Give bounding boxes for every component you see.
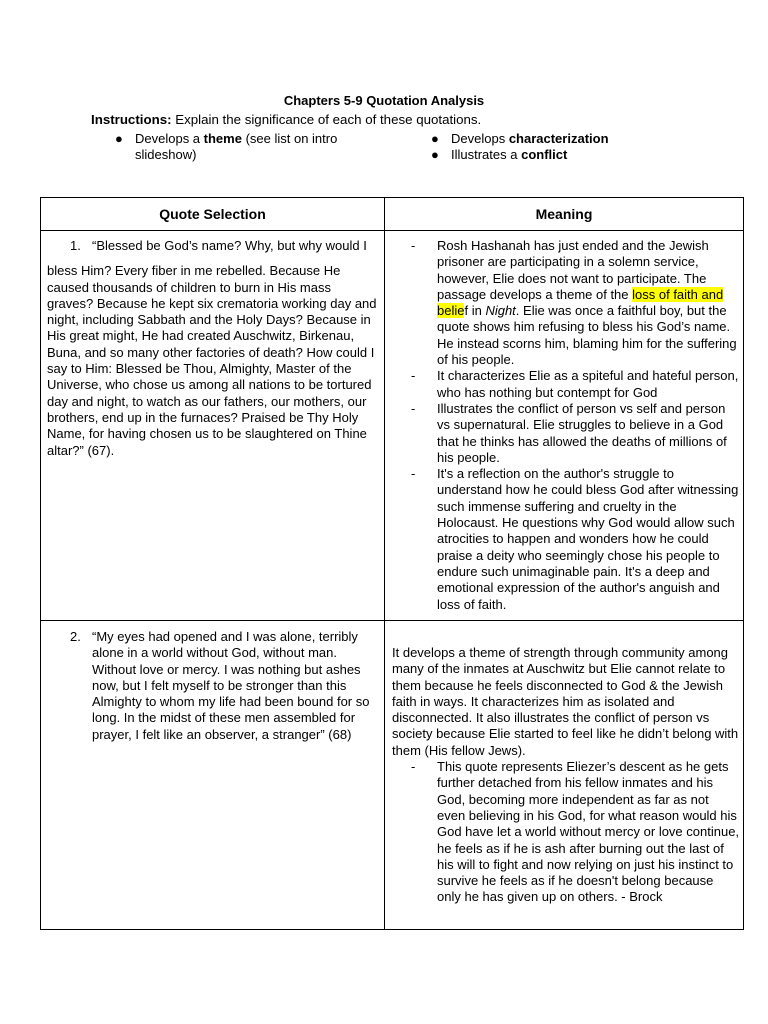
quote-number: 1.	[70, 238, 81, 253]
meaning-intro: It develops a theme of strength through community among many of the inmates at Auschwitz but Elie cannot relate to them because he feels disconnected to God & the Jewish faith in ways. It characterizes him as isolated and disconnected. It also illustrates the conflict of person vs society because Elie started to feel like he didn’t belong with them (His fellow Jews).	[392, 645, 739, 758]
bullet-list-left	[115, 131, 385, 164]
meaning-text: Illustrates the conflict of person vs self and person vs supernatural. Elie struggles to believe in a God that he thinks has allowed the deaths of millions of his people.	[437, 400, 727, 465]
instructions-text: Explain the significance of each of these quotations.	[171, 112, 482, 127]
meaning-cell-1	[411, 238, 741, 613]
dash-icon: -	[411, 368, 416, 384]
bullet-item-characterization	[431, 131, 731, 147]
bullet-icon: ●	[115, 131, 123, 146]
dash-icon: -	[411, 759, 416, 775]
quote-body: “My eyes had opened and I was alone, terribly alone in a world without God, without man. Without love or mercy. I was nothing but ashes now, but I felt myself to be stronger than this Almighty to whom my life had been bound for so long. In the midst of these men assembled for prayer, I felt like an observer, a stranger” (68)	[92, 629, 370, 742]
bullet-icon: ●	[431, 147, 439, 163]
bullet-icon: ●	[431, 131, 439, 146]
meaning-text: It's a reflection on the author's struggle to understand how he could bless God after witnessing such immense suffering and cruelty in the Holocaust. He questions why God would allow such atrocities to happen and wonders how he could praise a deity who seemingly chose his people to endure such unimaginable pain. It's a deep and emotional expression of the author's anguish and loss of faith.	[437, 466, 739, 612]
meaning-text: Rosh Hashanah has just ended and the Jewish prisoner are participating in a solemn service, however, Elie does not want to participate. The passage develops a theme of the	[437, 238, 709, 302]
book-title: Night	[485, 303, 516, 319]
quote-number: 2.	[70, 629, 81, 644]
bullet-text: Develops	[451, 131, 509, 146]
bullet-item-theme	[115, 131, 385, 164]
dash-icon: -	[411, 400, 416, 416]
highlighted-text: loss of faith and belie	[437, 286, 724, 319]
column-divider	[384, 198, 385, 929]
quote-text	[47, 629, 379, 743]
dash-icon: -	[411, 466, 416, 482]
document-title: Chapters 5-9 Quotation Analysis	[283, 93, 485, 108]
meaning-text: f in	[464, 303, 486, 319]
bullet-item-conflict	[431, 147, 731, 163]
meaning-item	[411, 401, 741, 466]
row-divider	[41, 620, 743, 621]
quote-text-rest: bless Him? Every fiber in me rebelled. Because He caused thousands of children to burn in His mass graves? Because he kept six crematoria working day and night, including Sabbath and the Holy Days? Because in His great might, He had created Auschwitz, Birkenau, Buna, and so many other factories of death? How could I say to Him: Blessed be Thou, Almighty, Master of the Universe, who chose us among all nations to be tortured day and night, to watch as our fathers, our mothers, our brothers, end up in the furnaces? Praised be Thy Holy Name, for having chosen us to be slaughtered on Thine altar?” (67).	[47, 263, 377, 458]
meaning-cell-2	[392, 645, 740, 906]
quote-cell-2	[47, 629, 379, 743]
bullet-text: (see list on intro slideshow)	[135, 131, 338, 163]
bullet-bold: characterization	[508, 131, 609, 146]
quote-text-start: “Blessed be God’s name? Why, but why would I	[92, 238, 367, 253]
quote-first-line	[47, 238, 379, 254]
dash-icon: -	[411, 238, 416, 253]
meaning-item	[411, 759, 740, 906]
bullet-text: Illustrates a	[451, 147, 522, 163]
bullet-bold: theme	[203, 131, 242, 146]
header-quote-selection: Quote Selection	[159, 206, 266, 222]
header-meaning: Meaning	[535, 206, 593, 222]
instructions	[91, 112, 481, 128]
quotation-table	[40, 197, 744, 930]
meaning-text: It characterizes Elie as a spiteful and hateful person, who has nothing but contempt for God	[437, 368, 739, 400]
bullet-list-right	[431, 131, 731, 164]
meaning-item	[411, 368, 741, 401]
meaning-item	[411, 466, 741, 613]
meaning-text: This quote represents Eliezer’s descent as he gets further detached from his fellow inmates and his God, becoming more independent as far as not even believing in his God, for what reason would his God have let a world without mercy or love continue, he feels as if he is ash after burning out the last of his will to fight and now relying on just his instinct to survive he feels as if he doesn't belong because only he has given up on others. - Brock	[437, 759, 740, 905]
bullet-text: Develops a	[135, 131, 204, 146]
bullet-bold: conflict	[521, 147, 568, 163]
meaning-text: . Elie was once a faithful boy, but the quote shows him refusing to bless his God’s name. He instead scorns him, blaming him for the suffering of his people.	[437, 303, 737, 368]
quote-cell-1	[47, 238, 379, 459]
instructions-label: Instructions:	[91, 112, 172, 127]
meaning-item	[411, 238, 741, 368]
